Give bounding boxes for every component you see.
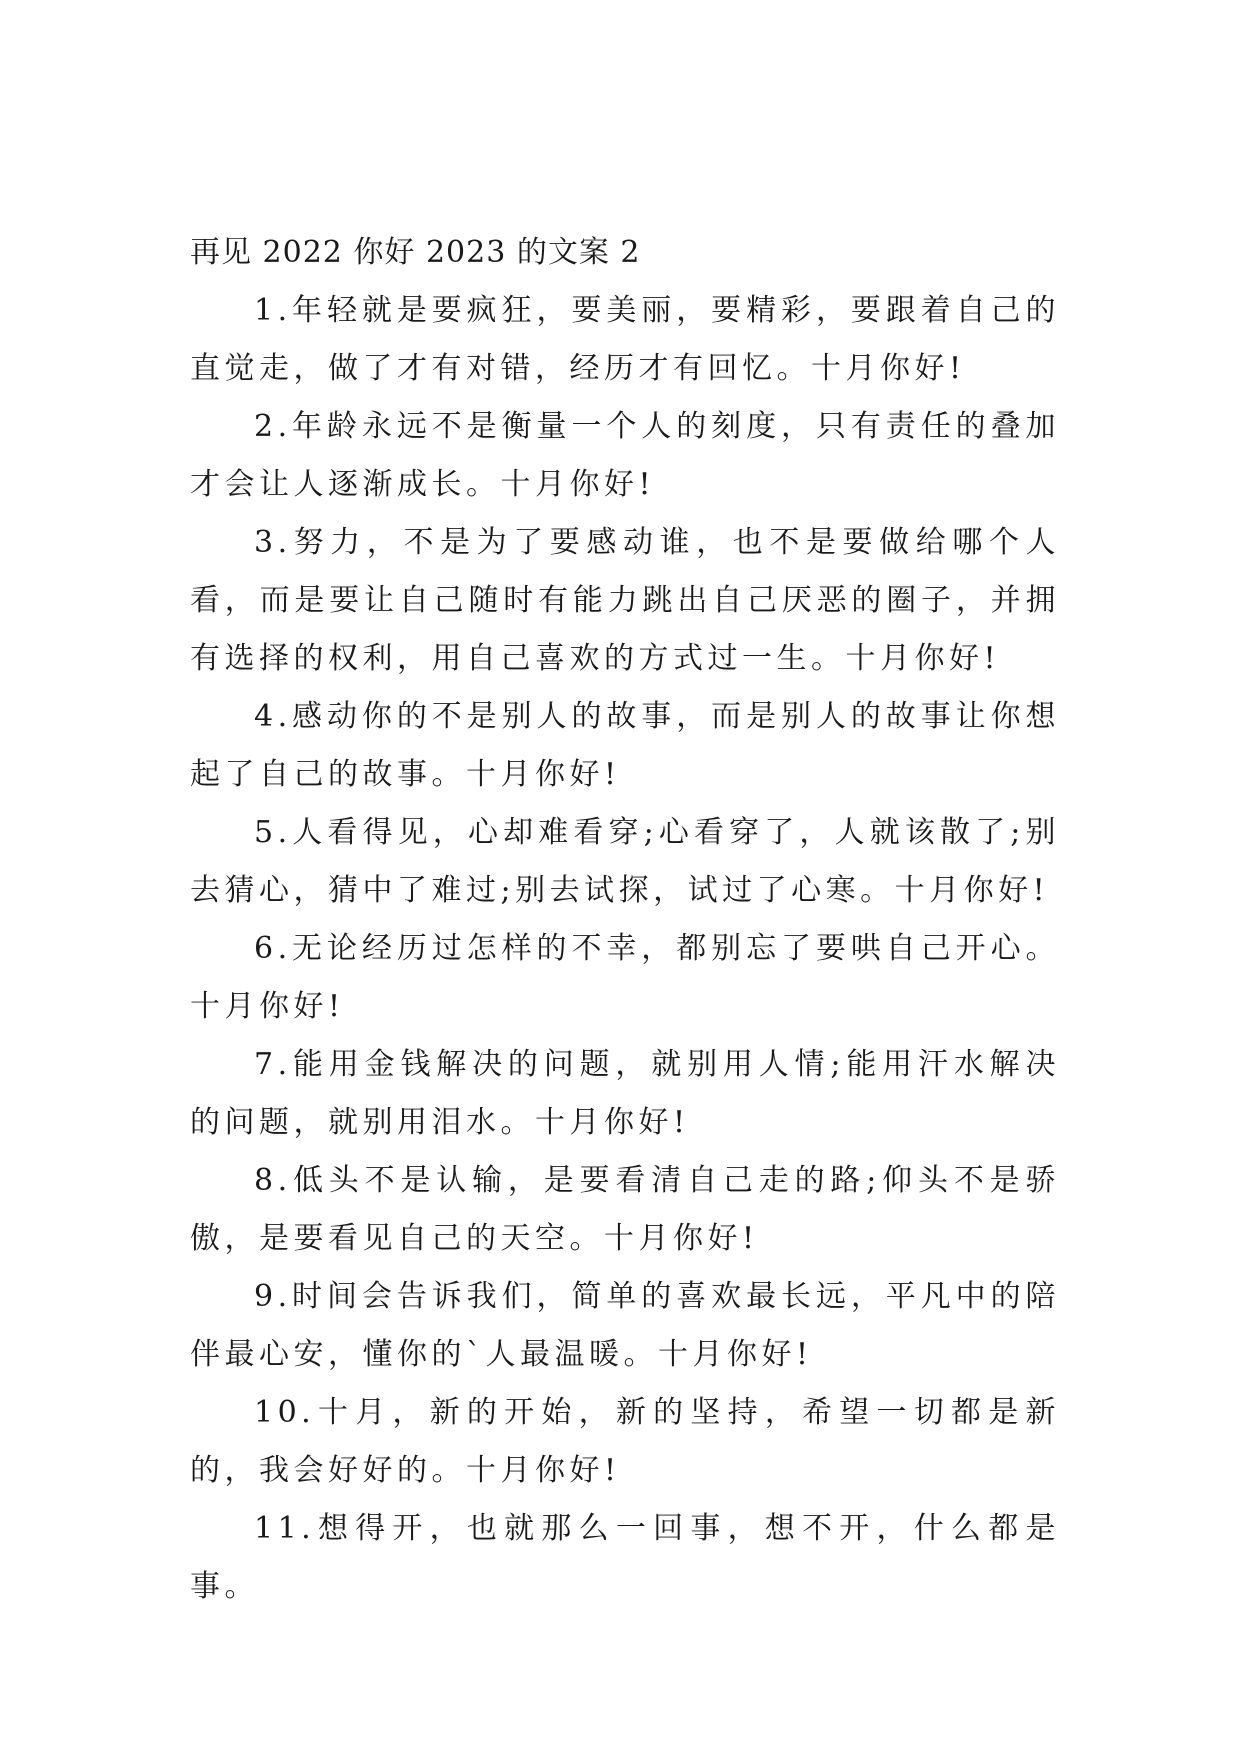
paragraph-10: 10.十月，新的开始，新的坚持，希望一切都是新的，我会好好的。十月你好! bbox=[190, 1395, 1060, 1488]
paragraph-2: 2.年龄永远不是衡量一个人的刻度，只有责任的叠加才会让人逐渐成长。十月你好! bbox=[190, 409, 1060, 502]
paragraph-11: 11.想得开，也就那么一回事，想不开，什么都是事。 bbox=[190, 1511, 1060, 1604]
paragraph-1: 1.年轻就是要疯狂，要美丽，要精彩，要跟着自己的直觉走，做了才有对错，经历才有回忆。十月你好! bbox=[190, 293, 1060, 386]
paragraph-6: 6.无论经历过怎样的不幸，都别忘了要哄自己开心。十月你好! bbox=[190, 931, 1060, 1024]
paragraph-5: 5.人看得见，心却难看穿;心看穿了，人就该散了;别去猜心，猜中了难过;别去试探，试过了心寒。十月你好! bbox=[190, 815, 1060, 908]
paragraph-9: 9.时间会告诉我们，简单的喜欢最长远，平凡中的陪伴最心安，懂你的`人最温暖。十月你好! bbox=[190, 1279, 1060, 1372]
paragraph-4: 4.感动你的不是别人的故事，而是别人的故事让你想起了自己的故事。十月你好! bbox=[190, 699, 1060, 792]
paragraph-7: 7.能用金钱解决的问题，就别用人情;能用汗水解决的问题，就别用泪水。十月你好! bbox=[190, 1047, 1060, 1140]
document-title: 再见 2022 你好 2023 的文案 2 bbox=[190, 235, 641, 270]
document-body bbox=[190, 224, 1060, 1616]
paragraph-8: 8.低头不是认输，是要看清自己走的路;仰头不是骄傲，是要看见自己的天空。十月你好! bbox=[190, 1163, 1060, 1256]
paragraph-3: 3.努力，不是为了要感动谁，也不是要做给哪个人看，而是要让自己随时有能力跳出自己厌恶的圈子，并拥有选择的权利，用自己喜欢的方式过一生。十月你好! bbox=[190, 525, 1060, 676]
